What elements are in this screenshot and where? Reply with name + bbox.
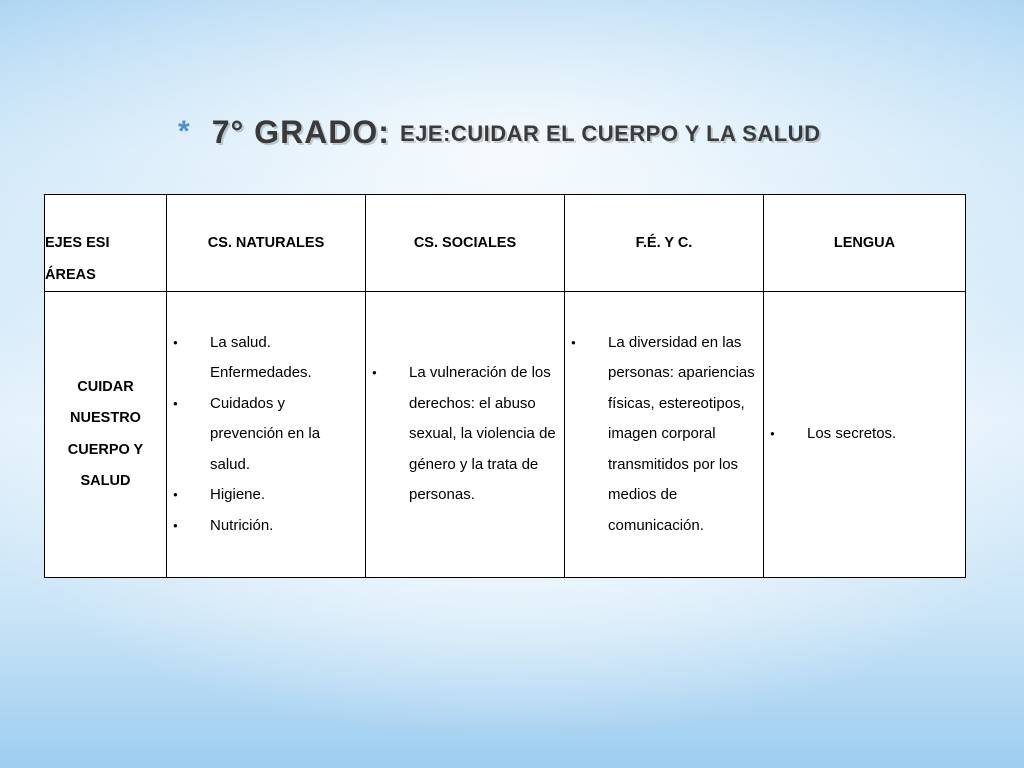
bullet-list [366,358,564,511]
row-header-line: NUESTRO [70,410,141,426]
title-axis: EJE:CUIDAR EL CUERPO Y LA SALUD [399,121,821,146]
list-item: ● Higiene. [167,480,361,511]
row-header-line: SALUD [80,473,131,489]
list-item: ● Nutrición. [167,511,361,542]
column-header-sociales: CS. SOCIALES [366,195,565,292]
list-item: ● La salud. Enfermedades. [167,328,361,389]
bullet-list [764,419,965,450]
list-item: ● La vulneración de los derechos: el abuso sexual, la violencia de género y la trata de personas. [366,358,560,511]
column-header-naturales: CS. NATURALES [167,195,366,292]
corner-header [45,195,167,292]
bullet-list [167,328,365,542]
list-item: ● La diversidad en las personas: apariencias físicas, estereotipos, imagen corporal transmitidos por los medios de comunicación. [565,328,759,542]
row-header [45,292,167,578]
row-header-line: CUERPO Y [67,441,144,458]
title-grade: 7° GRADO: [211,114,390,150]
title-bullet-star: * [178,115,190,148]
cell-lengua [764,292,966,578]
cell-fe [565,292,764,578]
corner-header-line: ÁREAS [45,267,96,283]
column-header-lengua: LENGUA [764,195,966,292]
bullet-list [565,328,763,542]
list-item: ● Los secretos. [764,419,961,450]
row-header-line: CUIDAR [77,378,134,395]
table-row [45,292,966,578]
cell-naturales [167,292,366,578]
curriculum-table [44,194,966,578]
header-row [45,195,966,292]
corner-header-line: EJES ESI [45,235,110,251]
slide-title [178,112,958,156]
cell-sociales [366,292,565,578]
list-item: ● Cuidados y prevención en la salud. [167,389,361,481]
column-header-fe: F.É. Y C. [565,195,764,292]
